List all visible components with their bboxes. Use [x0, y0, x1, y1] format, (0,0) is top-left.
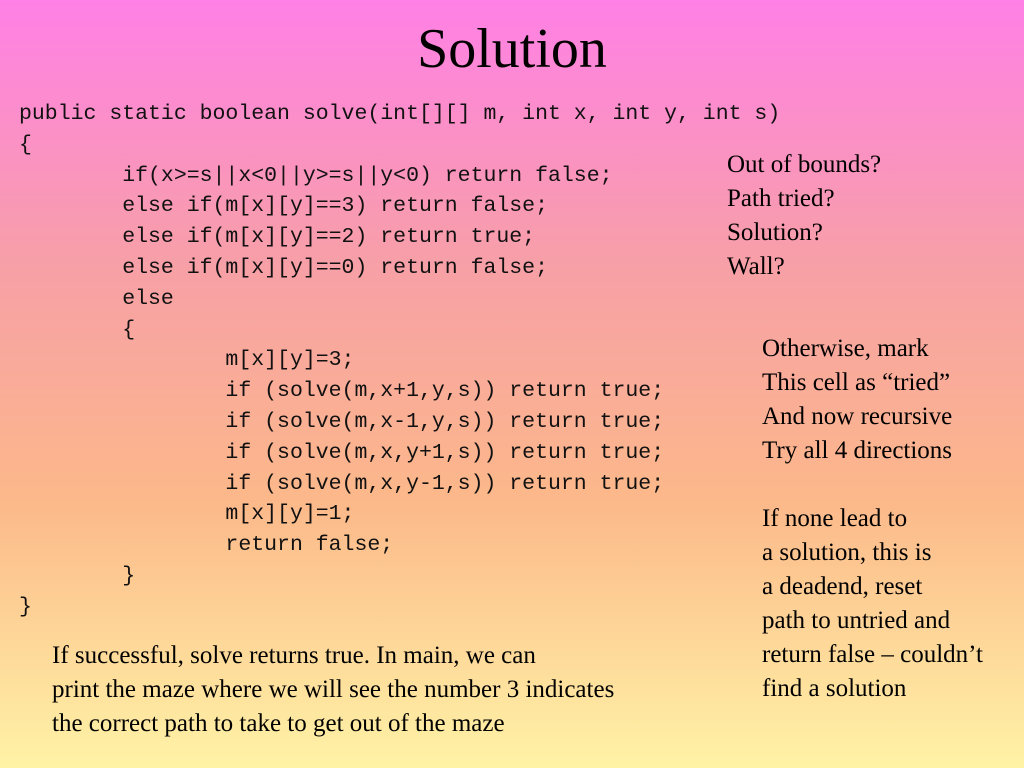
recursion-annotation	[762, 332, 983, 706]
code-line: if (solve(m,x,y+1,s)) return true;	[19, 440, 665, 465]
note-line: a deadend, reset	[762, 573, 923, 600]
note-line: Otherwise, mark	[762, 335, 929, 362]
code-line: }	[19, 563, 136, 588]
code-line: else if(m[x][y]==2) return true;	[19, 225, 536, 250]
code-line: {	[19, 317, 136, 342]
note-line: a solution, this is	[762, 539, 932, 566]
note-line: path to untried and	[762, 607, 951, 634]
note-line: return false – couldn’t	[762, 641, 983, 668]
note-line: This cell as “tried”	[762, 369, 951, 396]
code-line: return false;	[19, 533, 394, 558]
code-block	[19, 99, 780, 623]
code-line: }	[19, 594, 32, 619]
slide-title: Solution	[417, 18, 607, 80]
code-line: else if(m[x][y]==0) return false;	[19, 255, 548, 280]
code-line: else if(m[x][y]==3) return false;	[19, 194, 548, 219]
note-line: Solution?	[727, 219, 823, 246]
note-line: Wall?	[727, 253, 785, 280]
note-line: print the maze where we will see the number 3 indicates	[52, 676, 615, 703]
checks-annotation	[727, 148, 881, 284]
result-annotation	[52, 639, 614, 741]
code-line: if (solve(m,x+1,y,s)) return true;	[19, 379, 665, 404]
code-line: else	[19, 286, 174, 311]
note-line: And now recursive	[762, 403, 953, 430]
code-line: m[x][y]=3;	[19, 348, 355, 373]
note-line: Path tried?	[727, 185, 835, 212]
code-line: m[x][y]=1;	[19, 502, 355, 527]
note-line: Out of bounds?	[727, 151, 882, 178]
note-spacer	[762, 468, 983, 502]
note-line: If successful, solve returns true. In main, we can	[52, 642, 536, 669]
code-line: if (solve(m,x,y-1,s)) return true;	[19, 471, 665, 496]
note-line: Try all 4 directions	[762, 437, 953, 464]
note-line: find a solution	[762, 675, 907, 702]
note-line: If none lead to	[762, 505, 908, 532]
code-line: public static boolean solve(int[][] m, int x, int y, int s)	[19, 102, 781, 126]
code-line: {	[19, 132, 32, 157]
code-line: if (solve(m,x-1,y,s)) return true;	[19, 409, 665, 434]
note-line: the correct path to take to get out of the maze	[52, 710, 505, 737]
code-line: if(x>=s||x<0||y>=s||y<0) return false;	[19, 163, 613, 188]
